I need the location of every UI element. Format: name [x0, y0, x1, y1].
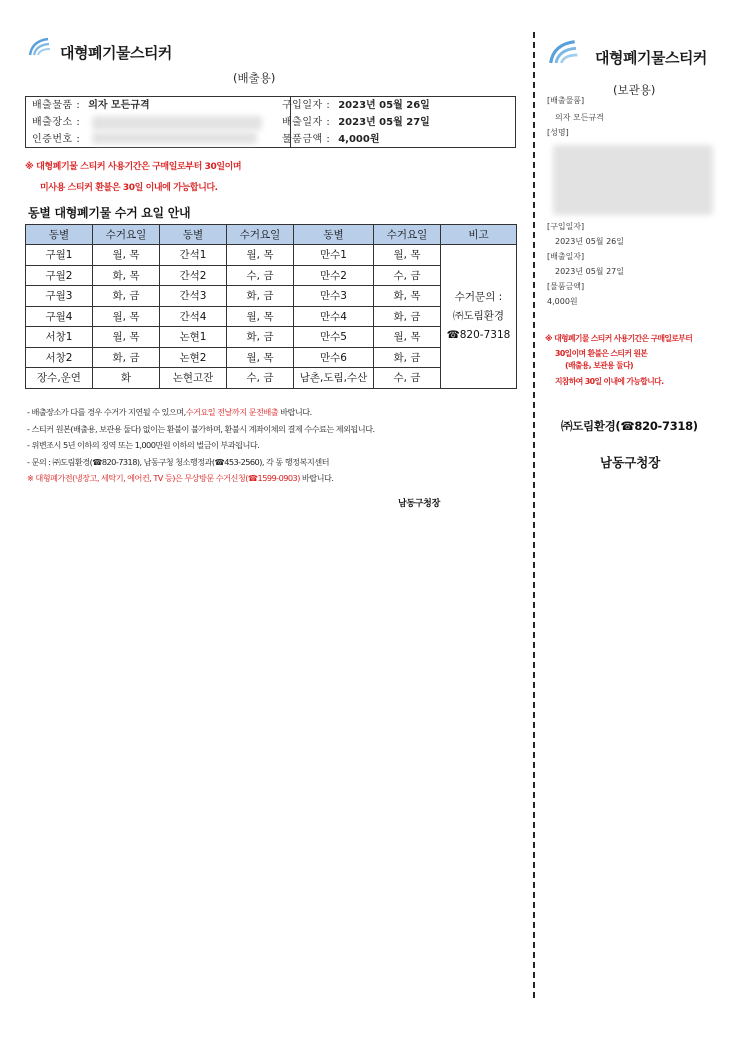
info-right-col	[282, 97, 430, 148]
table-cell: 구월4	[26, 306, 93, 327]
table-cell: 화, 목	[374, 286, 441, 307]
table-cell: 월, 목	[93, 306, 160, 327]
field-buy	[282, 97, 430, 114]
right-out-value: 2023년 05월 27일	[555, 267, 624, 276]
note-4: - 문의 : ㈜도림환경(☎820-7318), 남동구청 청소행정과(☎453-2560), 각 동 행정복지센터	[27, 456, 329, 467]
note-3: - 위변조시 5년 이하의 징역 또는 1,000만원 이하의 벌금이 부과됩니다.	[27, 440, 260, 450]
table-cell: 구월2	[26, 265, 93, 286]
table-cell: 논현1	[160, 327, 227, 348]
table-cell: 간석3	[160, 286, 227, 307]
right-buy-label: [구입일자]	[547, 222, 585, 231]
table-cell: 만수5	[294, 327, 374, 348]
left-logo-icon	[28, 35, 52, 61]
place-label: 배출장소 :	[32, 117, 81, 128]
table-cell: 구월3	[26, 286, 93, 307]
redacted-name	[553, 145, 713, 215]
table-cell: 서창1	[26, 327, 93, 348]
left-signature: 남동구청장	[398, 499, 440, 509]
table-row	[26, 245, 517, 266]
table-cell: 화, 금	[93, 286, 160, 307]
right-name-label: [성명]	[547, 128, 569, 137]
table-cell: 월, 목	[227, 306, 294, 327]
right-warning-1: ※ 대형폐기물 스티커 사용기간은 구매일로부터	[545, 334, 693, 343]
right-subtitle: (보관용)	[613, 83, 656, 97]
table-cell: 만수4	[294, 306, 374, 327]
table-cell: 수, 금	[227, 368, 294, 389]
table-cell: 간석1	[160, 245, 227, 266]
table-cell: 논현2	[160, 347, 227, 368]
table-cell: 화, 목	[93, 265, 160, 286]
table-cell: 만수1	[294, 245, 374, 266]
field-price	[282, 131, 430, 148]
table-cell: 화	[93, 368, 160, 389]
table-cell: 월, 목	[227, 245, 294, 266]
info-box	[25, 96, 516, 148]
right-price-label: [물품금액]	[547, 282, 585, 291]
table-cell: 화, 금	[227, 286, 294, 307]
table-cell: 간석4	[160, 306, 227, 327]
table-cell: 간석2	[160, 265, 227, 286]
table-cell: 서창2	[26, 347, 93, 368]
right-price-value: 4,000원	[547, 297, 578, 306]
header-cell: 수거요일	[93, 225, 160, 245]
table-cell: 화, 금	[227, 327, 294, 348]
table-cell: 화, 금	[374, 306, 441, 327]
right-company: ㈜도림환경(☎820-7318)	[561, 419, 698, 433]
table-cell: 수, 금	[374, 265, 441, 286]
right-warning-2: 30일이며 환불은 스티커 원본	[555, 349, 648, 358]
table-cell: 월, 목	[93, 245, 160, 266]
header-cell: 수거요일	[374, 225, 441, 245]
schedule-note-cell	[441, 245, 517, 389]
right-out-label: [배출일자]	[547, 252, 585, 261]
right-signature: 남동구청장	[600, 455, 661, 470]
table-cell: 월, 목	[374, 327, 441, 348]
note-1-emphasis: 수거요일 전날까지 문전배출	[185, 407, 279, 417]
field-item	[32, 97, 150, 114]
price-label: 물품금액 :	[282, 134, 331, 145]
note-5-emphasis: ※ 대형폐가전(냉장고, 세탁기, 에어컨, TV 등)은 무상방문 수거신청(☎1599-0903)	[27, 473, 300, 483]
right-warning-3: (배출용, 보관용 둘다)	[565, 361, 633, 370]
table-cell: 월, 목	[374, 245, 441, 266]
cut-line	[533, 32, 535, 998]
note-5-tail: 바랍니다.	[299, 473, 334, 483]
table-cell: 화, 금	[374, 347, 441, 368]
table-cell: 만수2	[294, 265, 374, 286]
note-1-tail: 바랍니다.	[278, 407, 312, 417]
table-cell: 수, 금	[374, 368, 441, 389]
item-value: 의자 모든규격	[88, 100, 150, 111]
table-cell: 만수3	[294, 286, 374, 307]
warning-line-2: 미사용 스티커 환불은 30일 이내에 가능합니다.	[40, 183, 218, 193]
table-cell: 화, 금	[93, 347, 160, 368]
schedule-table	[25, 224, 517, 389]
table-cell: 수, 금	[227, 265, 294, 286]
left-subtitle: (배출용)	[233, 71, 276, 85]
note-5	[27, 470, 517, 487]
right-title: 대형폐기물스티커	[595, 49, 707, 67]
warning-line-1: ※ 대형폐기물 스티커 사용기간은 구매일로부터 30일이며	[25, 162, 242, 172]
header-cell: 동별	[294, 225, 374, 245]
note-line-1: 수거문의 :	[454, 290, 503, 303]
table-cell: 월, 목	[93, 327, 160, 348]
out-label: 배출일자 :	[282, 117, 331, 128]
header-cell: 동별	[160, 225, 227, 245]
schedule-header-row	[26, 225, 517, 245]
table-cell: 구월1	[26, 245, 93, 266]
note-line-2: ㈜도림환경	[452, 309, 505, 322]
right-logo-icon	[548, 36, 580, 70]
header-cell: 동별	[26, 225, 93, 245]
buy-value: 2023년 05월 26일	[338, 100, 430, 111]
table-cell: 남촌,도림,수산	[294, 368, 374, 389]
right-buy-value: 2023년 05월 26일	[555, 237, 624, 246]
item-label: 배출물품 :	[32, 100, 81, 111]
note-2: - 스티커 원본(배출용, 보관용 둘다) 없이는 환불이 불가하며, 환불시 계좌이체의 결제 수수료는 제외됩니다.	[27, 423, 375, 434]
right-item-label: [배출물품]	[547, 96, 585, 105]
notes-block	[27, 404, 517, 487]
schedule-title: 동별 대형폐기물 수거 요일 안내	[28, 206, 191, 220]
header-cell: 비고	[441, 225, 517, 245]
out-value: 2023년 05월 27일	[338, 117, 430, 128]
table-cell: 만수6	[294, 347, 374, 368]
cert-label: 인증번호 :	[32, 134, 81, 145]
header-cell: 수거요일	[227, 225, 294, 245]
note-1	[27, 404, 517, 421]
price-value: 4,000원	[338, 134, 380, 145]
left-title: 대형폐기물스티커	[60, 44, 172, 62]
table-cell: 월, 목	[227, 347, 294, 368]
note-1-text: - 배출장소가 다를 경우 수거가 지연될 수 있으며,	[27, 407, 186, 417]
table-cell: 장수,운연	[26, 368, 93, 389]
redacted-cert	[92, 132, 257, 144]
right-item-value: 의자 모든규격	[555, 113, 604, 122]
table-cell: 논현고잔	[160, 368, 227, 389]
buy-label: 구입일자 :	[282, 100, 331, 111]
redacted-place	[92, 116, 262, 130]
field-out	[282, 114, 430, 131]
right-warning-4: 지참하여 30일 이내에 가능합니다.	[555, 377, 664, 386]
note-line-3: ☎820-7318	[446, 328, 511, 341]
